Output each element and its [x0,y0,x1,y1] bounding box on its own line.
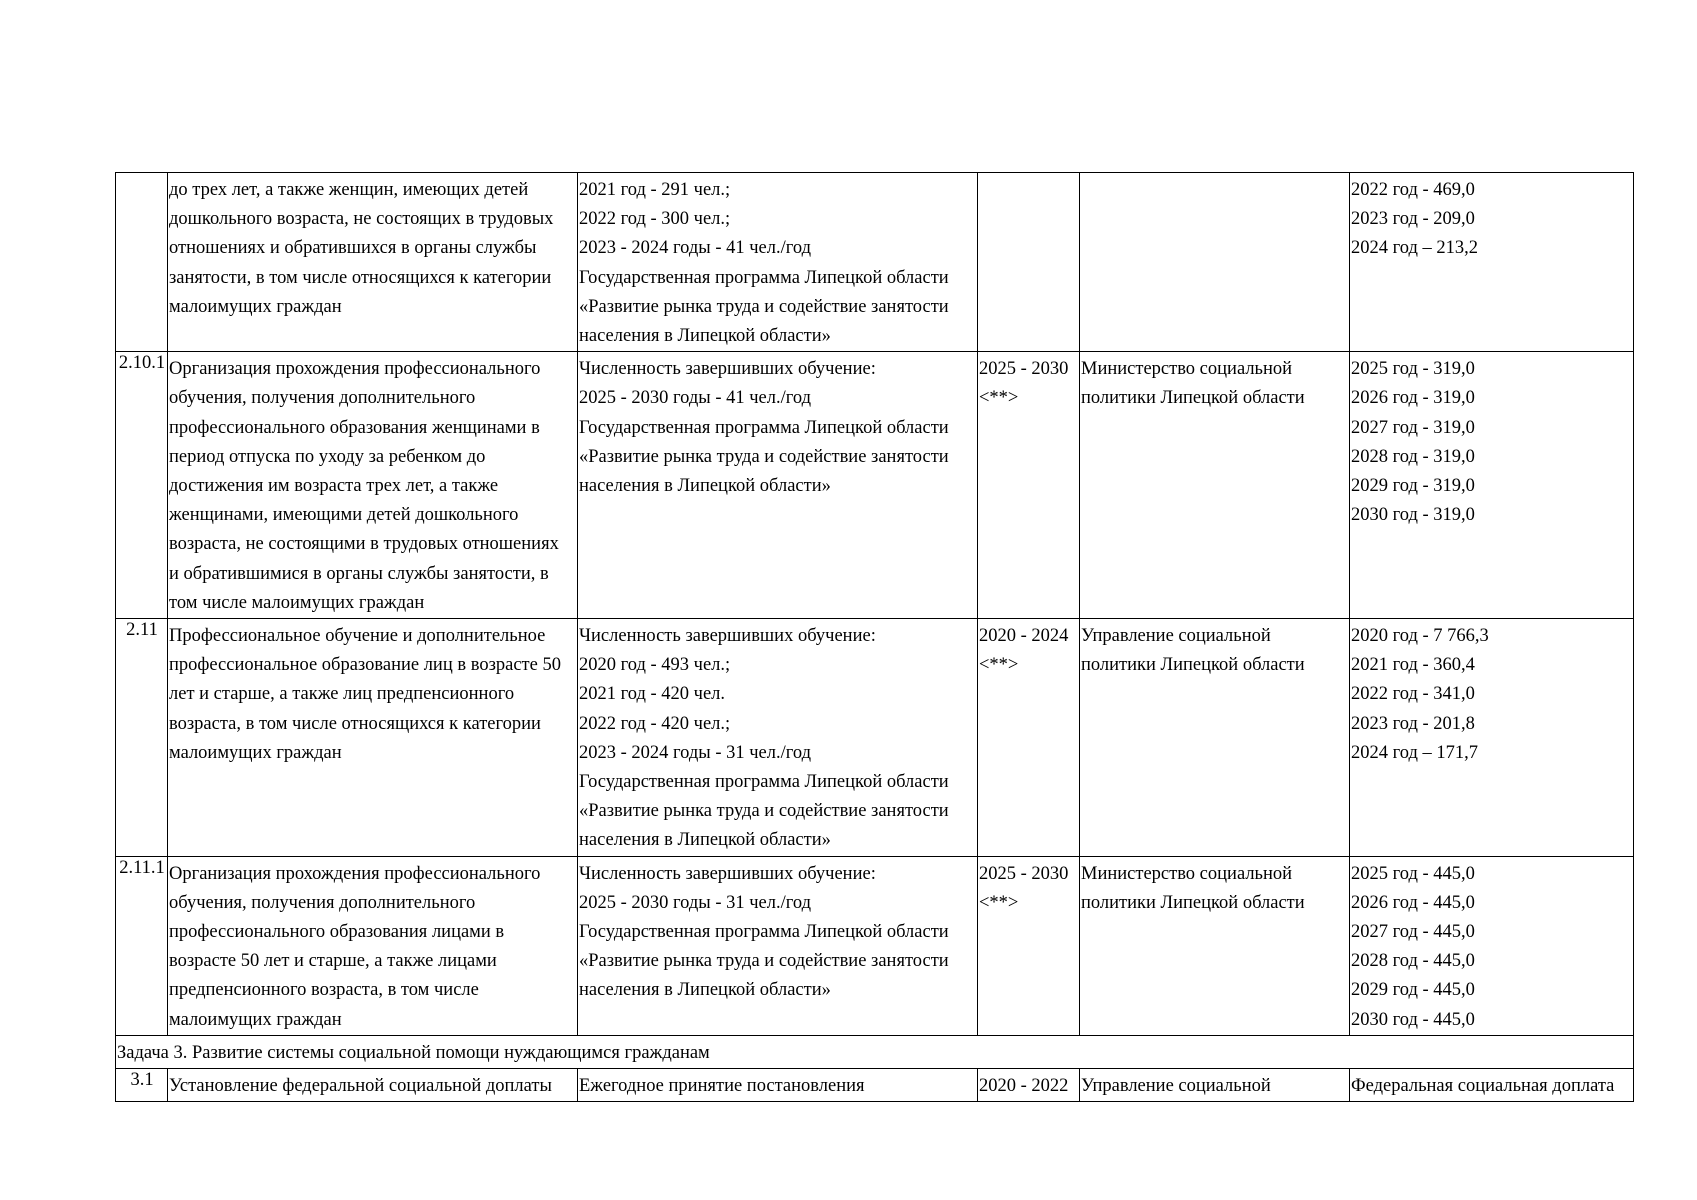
event-line: обучения, получения дополнительного [169,388,476,409]
event-line: профессионального образования лицами в [169,922,505,943]
indicator-line: Государственная программа Липецкой области [579,772,949,793]
finance-line: 2027 год - 445,0 [1351,922,1475,943]
term-line: <**> [979,388,1019,409]
term-line: <**> [979,892,1019,913]
indicator-line: 2025 - 2030 годы - 31 чел./год [579,892,812,913]
indicator-line: 2025 - 2030 годы - 41 чел./год [579,388,812,409]
event-line: Профессиональное обучение и дополнительное [169,626,546,647]
event-line: возраста, в том числе относящихся к категории [169,713,541,734]
indicator-line: 2023 - 2024 годы - 41 чел./год [579,238,812,259]
term-cell [978,619,1080,857]
indicator-line: «Развитие рынка труда и содействие занятости [579,951,949,972]
indicator-cell [578,619,978,857]
task-row [116,1035,1634,1068]
term-cell [978,173,1080,352]
row-number: 3.1 [116,1069,168,1102]
event-line: Организация прохождения профессионального [169,863,541,884]
indicator-line: 2023 - 2024 годы - 31 чел./год [579,742,812,763]
finance-cell [1350,1069,1634,1102]
indicator-cell [578,856,978,1035]
event-line: профессиональное образование лиц в возрасте 50 [169,655,561,676]
row-number: 2.10.1 [116,352,168,619]
finance-text: Федеральная социальная доплата [1351,1076,1615,1097]
finance-line: 2029 год - 445,0 [1351,980,1475,1001]
table-row [116,352,1634,619]
indicator-line: «Развитие рынка труда и содействие занятости [579,296,949,317]
event-line: и обратившимися в органы службы занятости, в [169,563,549,584]
event-line: достижения им возраста трех лет, а также [169,476,499,497]
term-line: 2025 - 2030 [979,359,1069,380]
finance-line: 2022 год - 341,0 [1351,684,1475,705]
finance-line: 2025 год - 319,0 [1351,359,1475,380]
term-line: 2025 - 2030 [979,863,1069,884]
finance-line: 2030 год - 319,0 [1351,505,1475,526]
event-line: возрасте 50 лет и старше, а также лицами [169,951,497,972]
finance-line: 2025 год - 445,0 [1351,863,1475,884]
indicator-line: 2022 год - 300 чел.; [579,209,731,230]
executor-line: политики Липецкой области [1081,655,1305,676]
event-line: период отпуска по уходу за ребенком до [169,446,486,467]
finance-line: 2030 год - 445,0 [1351,1009,1475,1030]
event-line: профессионального образования женщинами в [169,417,540,438]
executor-line: политики Липецкой области [1081,892,1305,913]
event-line: обучения, получения дополнительного [169,892,476,913]
finance-line: 2027 год - 319,0 [1351,417,1475,438]
event-line: дошкольного возраста, не состоящих в трудовых [169,209,554,230]
indicator-line: Государственная программа Липецкой области [579,922,949,943]
table-body [116,173,1634,1102]
indicator-cell [578,173,978,352]
event-line: до трех лет, а также женщин, имеющих детей [169,180,529,200]
finance-cell [1350,619,1634,857]
table-row [116,619,1634,857]
executor-line: Управление социальной [1081,626,1271,647]
event-line: отношениях и обратившихся в органы службы [169,238,537,259]
event-line: малоимущих граждан [169,296,342,317]
event-line: том числе малоимущих граждан [169,592,425,613]
indicator-line: Численность завершивших обучение: [579,359,876,380]
executor-cell [1080,352,1350,619]
executor-line: Министерство социальной [1081,359,1293,380]
finance-line: 2026 год - 319,0 [1351,388,1475,409]
event-line: предпенсионного возраста, в том числе [169,980,479,1001]
finance-line: 2022 год - 469,0 [1351,180,1475,200]
event-line: Организация прохождения профессионального [169,359,541,380]
table-row [116,856,1634,1035]
indicator-line: 2022 год - 420 чел.; [579,713,731,734]
executor-cell [1080,173,1350,352]
task-heading: Задача 3. Развитие системы социальной помощи нуждающимся гражданам [116,1035,1634,1068]
event-line: лет и старше, а также лиц предпенсионного [169,684,515,705]
event-line: занятости, в том числе относящихся к категории [169,267,552,288]
indicator-line: «Развитие рынка труда и содействие занятости [579,801,949,822]
term-cell [978,352,1080,619]
finance-line: 2024 год – 213,2 [1351,238,1479,259]
term-text: 2020 - 2022 [979,1076,1069,1097]
finance-line: 2020 год - 7 766,3 [1351,626,1489,647]
indicator-line: «Развитие рынка труда и содействие занятости [579,446,949,467]
executor-cell [1080,1069,1350,1102]
indicator-line: населения в Липецкой области» [579,980,831,1001]
executor-line: политики Липецкой области [1081,388,1305,409]
indicator-line: Государственная программа Липецкой области [579,417,949,438]
finance-line: 2028 год - 319,0 [1351,446,1475,467]
indicator-line: 2021 год - 420 чел. [579,684,726,705]
finance-line: 2023 год - 201,8 [1351,713,1475,734]
term-line: 2020 - 2024 [979,626,1069,647]
row-number: 2.11.1 [116,856,168,1035]
indicator-line: 2021 год - 291 чел.; [579,180,731,200]
term-cell [978,856,1080,1035]
event-line: малоимущих граждан [169,742,342,763]
indicator-cell [578,1069,978,1102]
event-line: женщинами, имеющими детей дошкольного [169,505,519,526]
finance-cell [1350,173,1634,352]
event-cell [168,352,578,619]
term-cell [978,1069,1080,1102]
indicator-line: Численность завершивших обучение: [579,626,876,647]
executor-cell [1080,619,1350,857]
table-row [116,173,1634,352]
row-number [116,173,168,352]
event-cell [168,1069,578,1102]
indicator-text: Ежегодное принятие постановления [579,1076,865,1097]
table-row [116,1069,1634,1102]
event-line: малоимущих граждан [169,1009,342,1030]
event-cell [168,619,578,857]
indicator-line: населения в Липецкой области» [579,476,831,497]
measures-table [115,172,1634,1102]
finance-line: 2021 год - 360,4 [1351,655,1475,676]
finance-line: 2024 год – 171,7 [1351,742,1479,763]
indicator-line: Государственная программа Липецкой области [579,267,949,288]
finance-cell [1350,856,1634,1035]
indicator-line: населения в Липецкой области» [579,830,831,851]
finance-line: 2026 год - 445,0 [1351,892,1475,913]
indicator-line: населения в Липецкой области» [579,326,831,347]
finance-line: 2028 год - 445,0 [1351,951,1475,972]
indicator-line: Численность завершивших обучение: [579,863,876,884]
executor-cell [1080,856,1350,1035]
executor-text: Управление социальной [1081,1076,1271,1097]
finance-line: 2023 год - 209,0 [1351,209,1475,230]
row-number: 2.11 [116,619,168,857]
indicator-line: 2020 год - 493 чел.; [579,655,731,676]
event-text: Установление федеральной социальной доплаты [169,1076,552,1097]
indicator-cell [578,352,978,619]
finance-cell [1350,352,1634,619]
event-cell [168,856,578,1035]
term-line: <**> [979,655,1019,676]
finance-line: 2029 год - 319,0 [1351,476,1475,497]
event-cell [168,173,578,352]
event-line: возраста, не состоящими в трудовых отношениях [169,534,559,555]
executor-line: Министерство социальной [1081,863,1293,884]
